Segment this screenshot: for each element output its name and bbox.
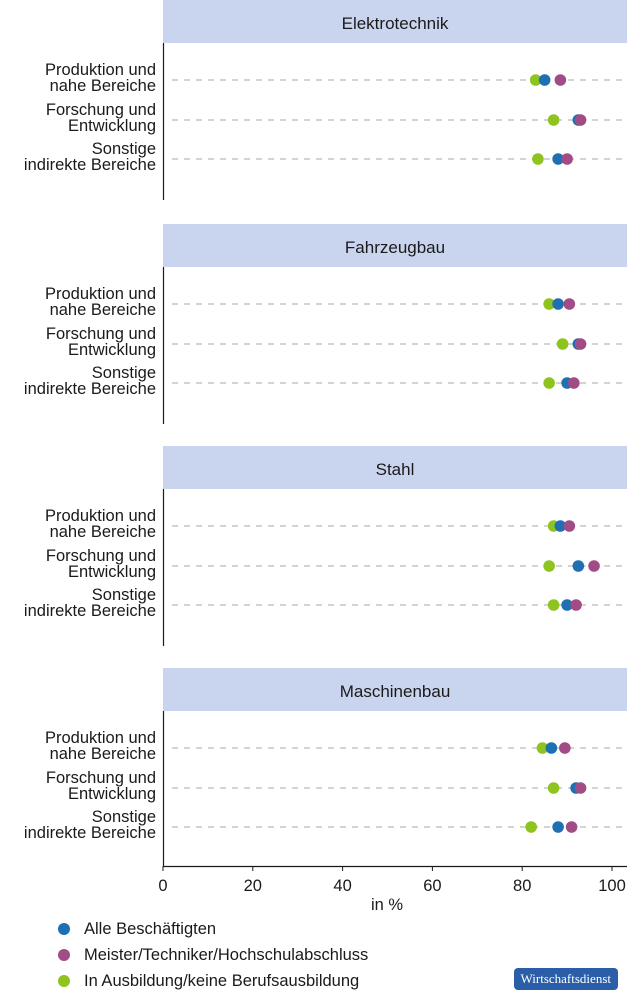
- legend-label-ausbildung: In Ausbildung/keine Berufsausbildung: [84, 971, 360, 990]
- category-label: Sonstige: [91, 808, 156, 826]
- category-label: Sonstige: [91, 364, 156, 382]
- dot-meister: [575, 782, 587, 794]
- x-tick-label: 20: [243, 877, 262, 895]
- legend-dot-ausbildung: [58, 975, 70, 987]
- dot-ausbildung: [532, 153, 544, 165]
- dot-meister: [555, 74, 567, 86]
- x-tick-label: 60: [423, 877, 442, 895]
- panel-title-3: Maschinenbau: [339, 682, 451, 701]
- dot-meister: [564, 520, 576, 532]
- panel-title-0: Elektrotechnik: [341, 14, 449, 33]
- panel-title-2: Stahl: [375, 460, 415, 479]
- category-label: Produktion und: [45, 729, 156, 747]
- dot-ausbildung: [548, 599, 560, 611]
- legend: [58, 916, 368, 994]
- category-label: nahe Bereiche: [49, 77, 156, 95]
- dot-ausbildung: [543, 560, 555, 572]
- dot-meister: [588, 560, 600, 572]
- dot-alle: [539, 74, 551, 86]
- dot-alle: [573, 560, 585, 572]
- x-tick-label: 40: [333, 877, 352, 895]
- category-label: Produktion und: [45, 61, 156, 79]
- dot-ausbildung: [525, 821, 537, 833]
- legend-label-alle: Alle Beschäftigten: [84, 919, 217, 938]
- x-axis-label: in %: [370, 896, 404, 914]
- category-label: Produktion und: [45, 507, 156, 525]
- category-label: nahe Bereiche: [49, 523, 156, 541]
- category-label: Forschung und: [45, 101, 156, 119]
- dot-meister: [561, 153, 573, 165]
- dot-meister: [564, 298, 576, 310]
- dot-alle: [546, 742, 558, 754]
- legend-dot-alle: [58, 923, 70, 935]
- dot-ausbildung: [548, 114, 560, 126]
- legend-item-meister: [58, 942, 368, 968]
- panel-title-1: Fahrzeugbau: [344, 238, 446, 257]
- category-label: Sonstige: [91, 140, 156, 158]
- category-label: Produktion und: [45, 285, 156, 303]
- dot-meister: [568, 377, 580, 389]
- category-label: Forschung und: [45, 325, 156, 343]
- category-label: nahe Bereiche: [49, 301, 156, 319]
- dot-alle: [552, 298, 564, 310]
- legend-item-ausbildung: [58, 968, 368, 994]
- legend-dot-meister: [58, 949, 70, 961]
- category-label: indirekte Bereiche: [23, 602, 156, 620]
- category-label: Sonstige: [91, 586, 156, 604]
- x-tick-label: 80: [513, 877, 532, 895]
- dot-ausbildung: [557, 338, 569, 350]
- dot-alle: [552, 821, 564, 833]
- category-label: Entwicklung: [67, 563, 156, 581]
- dot-ausbildung: [543, 377, 555, 389]
- dot-meister: [575, 114, 587, 126]
- x-tick-label: 100: [598, 877, 626, 895]
- dot-meister: [570, 599, 582, 611]
- dot-meister: [575, 338, 587, 350]
- dot-meister: [559, 742, 571, 754]
- category-label: Entwicklung: [67, 117, 156, 135]
- category-label: indirekte Bereiche: [23, 380, 156, 398]
- wirtschaftsdienst-badge: Wirtschaftsdienst: [514, 968, 618, 990]
- category-label: indirekte Bereiche: [23, 156, 156, 174]
- category-label: nahe Bereiche: [49, 745, 156, 763]
- legend-label-meister: Meister/Techniker/Hochschulabschluss: [84, 945, 369, 964]
- category-label: indirekte Bereiche: [23, 824, 156, 842]
- category-label: Entwicklung: [67, 341, 156, 359]
- category-label: Entwicklung: [67, 785, 156, 803]
- category-label: Forschung und: [45, 769, 156, 787]
- legend-item-alle: [58, 916, 368, 942]
- category-label: Forschung und: [45, 547, 156, 565]
- x-tick-label: 0: [158, 877, 168, 895]
- dot-meister: [566, 821, 578, 833]
- dot-ausbildung: [548, 782, 560, 794]
